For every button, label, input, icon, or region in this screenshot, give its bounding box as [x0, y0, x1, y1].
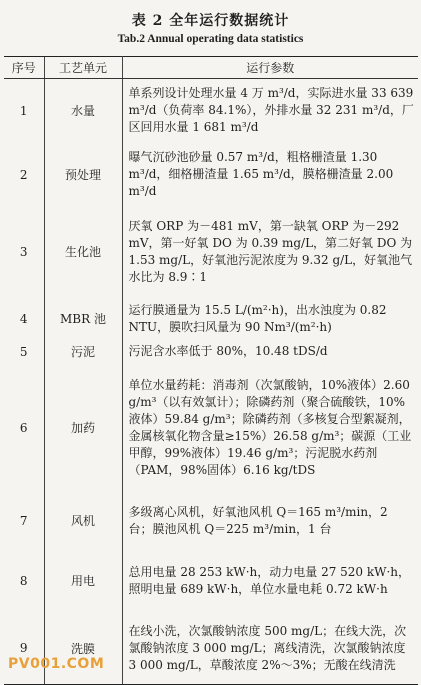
row-index: 8	[19, 573, 28, 588]
row-params	[122, 493, 418, 549]
param-text: 总用电量 28 253 kW·h，动力电量 27 520 kW·h，照明电量 689 kW·h，单位水量电耗 0.72 kW·h	[128, 564, 411, 596]
param-text: 运行膜通量为 15.5 L/(m²·h)，出水浊度为 0.82 NTU，膜吹扫风量为 90 Nm³/(m²·h)	[128, 302, 387, 334]
row-unit: 预处理	[44, 143, 122, 207]
row-index: 2	[19, 167, 28, 182]
row-params	[122, 297, 418, 341]
table-title-cn: 表 2 全年运行数据统计	[131, 13, 290, 29]
row-unit: 水量	[44, 79, 122, 143]
row-unit: 用电	[44, 549, 122, 613]
row-index: 7	[19, 513, 28, 528]
param-text: 在线小洗，次氯酸钠浓度 500 mg/L；在线大洗，次氯酸钠浓度 3 000 mg/L；离线清洗，次氯酸钠浓度 3 000 mg/L，草酸浓度 2%～3%；无酸在线清洗	[128, 623, 407, 672]
param-text: 单位水量药耗：消毒剂（次氯酸钠，10%液体）2.60 g/m³（以有效氯计）；除磷药剂（聚合硫酸铁，10%液体）59.84 g/m³；除磷药剂（多核复合型絮凝剂，金属核氧化物含量≥15%）26.58 g/m³；碳源（工业甲醇，99%液体）19.46 g/m³；污泥脱水药剂（PAM，98%固体）6.16 kg/tDS	[128, 377, 412, 477]
row-params	[122, 341, 418, 363]
table-row	[4, 549, 418, 613]
header-index: 序号	[4, 57, 44, 79]
row-index: 6	[19, 420, 28, 435]
table-row	[4, 493, 418, 549]
param-text: 污泥含水率低于 80%，10.48 tDS/d	[128, 344, 328, 358]
row-index: 3	[19, 244, 28, 259]
table-row	[4, 207, 418, 297]
header-unit: 工艺单元	[44, 57, 122, 79]
table-row	[4, 143, 418, 207]
row-params	[122, 207, 418, 297]
header-params: 运行参数	[122, 57, 418, 79]
row-params	[122, 613, 418, 685]
table-row	[4, 613, 418, 685]
table-row	[4, 297, 418, 341]
param-text: 曝气沉砂池砂量 0.57 m³/d，粗格栅渣量 1.30 m³/d，细格栅渣量 1.65 m³/d，膜格栅渣量 2.00 m³/d	[128, 150, 394, 198]
row-index: 9	[4, 613, 44, 685]
row-unit: 污泥	[44, 341, 122, 363]
row-unit: 风机	[44, 493, 122, 549]
param-text: 厌氧 ORP 为－481 mV，第一缺氧 ORP 为－292 mV，第一好氧 DO 为 0.39 mg/L，第二好氧 DO 为 1.53 mg/L，好氧池污泥浓度为 9.32 g/L，好氧池气水比为 8.9∶1	[128, 218, 413, 284]
row-params	[122, 79, 418, 143]
row-unit: 洗膜	[44, 613, 122, 685]
table-title-en: Tab.2 Annual operating data statistics	[117, 33, 304, 45]
operating-data-table	[4, 56, 418, 685]
row-params	[122, 363, 418, 493]
param-text: 多级离心风机，好氧池风机 Q＝165 m³/min，2 台；膜池风机 Q＝225 m³/min，1 台	[128, 504, 388, 536]
table-header-row	[4, 57, 418, 79]
table-row	[4, 341, 418, 363]
table-row	[4, 79, 418, 143]
row-index: 4	[19, 311, 28, 326]
row-unit: MBR 池	[44, 297, 122, 341]
row-index: 1	[19, 103, 28, 118]
row-index: 5	[19, 344, 28, 359]
table-row	[4, 363, 418, 493]
row-unit: 生化池	[44, 207, 122, 297]
row-params	[122, 549, 418, 613]
param-text: 单系列设计处理水量 4 万 m³/d，实际进水量 33 639 m³/d（负荷率 84.1%），外排水量 32 231 m³/d，厂区回用水量 1 681 m³/d	[128, 86, 414, 135]
site-watermark: PV001.COM	[8, 656, 105, 672]
row-params	[122, 143, 418, 207]
row-unit: 加药	[44, 363, 122, 493]
